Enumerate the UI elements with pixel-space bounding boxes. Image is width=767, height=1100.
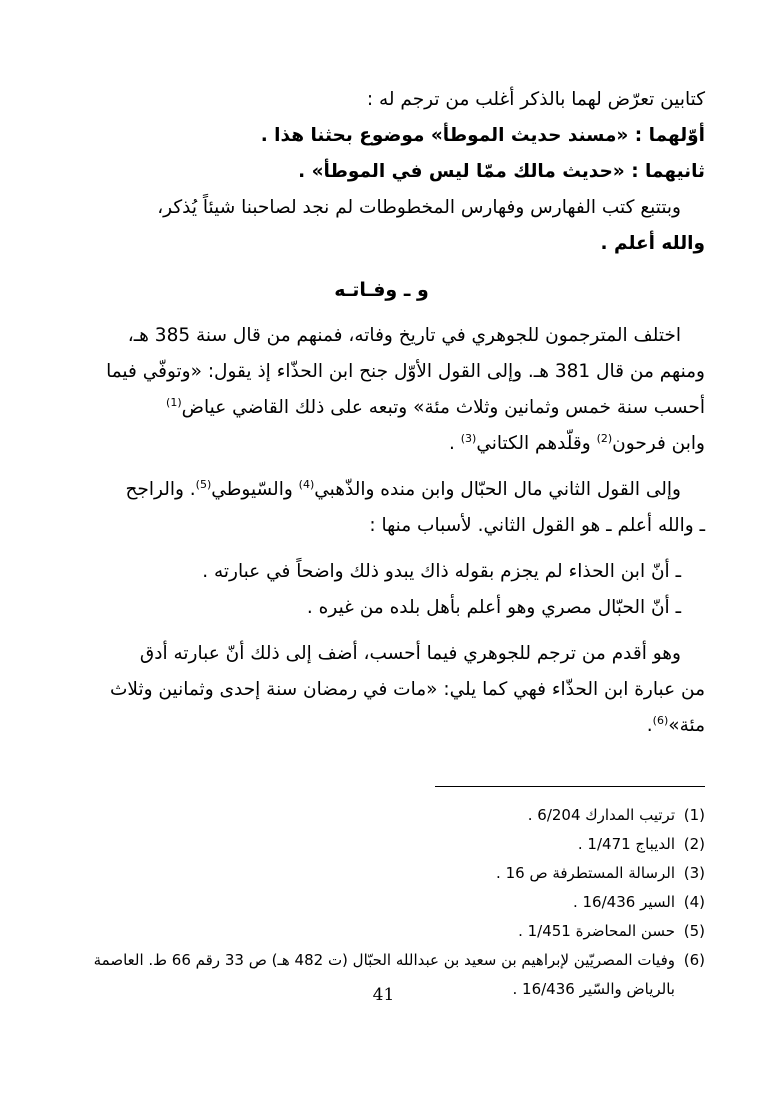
footnotes-list (58, 801, 705, 1004)
footnote-ref-2[interactable]: (2) (596, 432, 613, 445)
footnote-item (58, 888, 705, 917)
footnote-number: (1) (683, 806, 705, 824)
footnote-number: (6) (683, 951, 705, 969)
footnote-item (58, 801, 705, 830)
death-paragraph-3 (58, 636, 705, 744)
footnote-text: السير 16/436 . (572, 893, 675, 911)
p3-line-3-text: مئة» (668, 715, 705, 736)
second-book-lead: ثانيهما : (631, 161, 705, 182)
footnote-item (58, 917, 705, 946)
death-paragraph-1 (58, 318, 705, 462)
footnote-number: (4) (683, 893, 705, 911)
p1-line-4-text-c: . (448, 433, 461, 454)
footnote-text: ترتيب المدارك 6/204 . (527, 806, 675, 824)
closing-line-1: وبتتبع كتب الفهارس وفهارس المخطوطات لم نجد لصاحبنا شيئاً يُذكر، (157, 197, 681, 218)
second-book-text: «حديث مالك ممّا ليس في الموطأ» . (298, 161, 632, 182)
intro-line: كتابين تعرّض لهما بالذكر أغلب من ترجم له : (366, 89, 705, 110)
p3-line-3 (58, 708, 705, 744)
p2-line-1-text-b: والسّيوطي (211, 479, 299, 500)
p2-line-1 (58, 472, 705, 508)
footnote-number: (3) (683, 864, 705, 882)
p1-line-3 (58, 390, 705, 426)
closing-line-2: والله أعلم . (600, 233, 705, 254)
closing-paragraph (58, 190, 705, 262)
p1-line-4-text-a: وابن فرحون (612, 433, 705, 454)
p3-line-1: وهو أقدم من ترجم للجوهري فيما أحسب، أضف إلى ذلك أنّ عبارته أدق (139, 643, 681, 664)
section-title: و ـ وفـاتـه (334, 279, 429, 301)
first-book-lead: أوّلهما : (634, 125, 705, 146)
p3-line-2: من عبارة ابن الحذّاء فهي كما يلي: «مات في رمضان سنة إحدى وثمانين وثلاث (109, 679, 705, 700)
footnote-ref-4[interactable]: (4) (298, 478, 315, 491)
second-book-line (58, 154, 705, 190)
first-book-text: «مسند حديث الموطأ» موضوع بحثنا هذا . (260, 125, 635, 146)
footnote-text: وفيات المصريّين لإبراهيم بن سعيد بن عبدالله الحبّال (ت 482 هـ) ص 33 رقم 66 ط. العاصمة بالرياض والسّير 16/436 . (93, 951, 675, 998)
footnote-number: (2) (683, 835, 705, 853)
p2-line-2: ـ والله أعلم ـ هو القول الثاني. لأسباب منها : (369, 515, 705, 536)
footnote-ref-1[interactable]: (1) (166, 396, 182, 409)
intro-paragraph (58, 82, 705, 190)
footnote-ref-3[interactable]: (3) (460, 432, 477, 445)
reason-item: ـ أنّ الحبّال مصري وهو أعلم بأهل بلده من غيره . (306, 597, 681, 618)
p1-line-4 (58, 426, 705, 462)
reasons-list (58, 554, 705, 626)
footnote-ref-6[interactable]: (6) (652, 714, 669, 727)
p2-line-1-text-c: . والراجح (125, 479, 196, 500)
footnote-text: الرسالة المستطرفة ص 16 . (496, 864, 675, 882)
footnote-divider (435, 786, 705, 787)
top-block (58, 82, 705, 262)
p1-line-4-text-b: وقلّدهم الكتاني (476, 433, 597, 454)
p1-line-1: اختلف المترجمون للجوهري في تاريخ وفاته، فمنهم من قال سنة 385 هـ، (127, 325, 681, 346)
footnote-item (58, 859, 705, 888)
footnote-ref-5[interactable]: (5) (195, 478, 212, 491)
p2-line-1-text-a: وإلى القول الثاني مال الحبّال وابن منده والذّهبي (314, 479, 681, 500)
death-paragraph-2 (58, 472, 705, 544)
footnote-text: الديباج 1/471 . (577, 835, 675, 853)
footnote-number: (5) (683, 922, 705, 940)
footnote-item (58, 830, 705, 859)
p1-line-2: ومنهم من قال 381 هـ. وإلى القول الأوّل جنح ابن الحذّاء إذ يقول: «وتوفّي فيما (106, 361, 705, 382)
footnote-text: حسن المحاضرة 1/451 . (518, 922, 675, 940)
p1-line-3-text: أحسب سنة خمس وثمانين وثلاث مئة» وتبعه على ذلك القاضي عياض (181, 397, 705, 418)
p3-line-3-end: . (646, 715, 653, 736)
page-number: 41 (372, 985, 395, 1005)
first-book-line (58, 118, 705, 154)
reason-item: ـ أنّ ابن الحذاء لم يجزم بقوله ذاك يبدو ذلك واضحاً في عبارته . (202, 561, 681, 582)
